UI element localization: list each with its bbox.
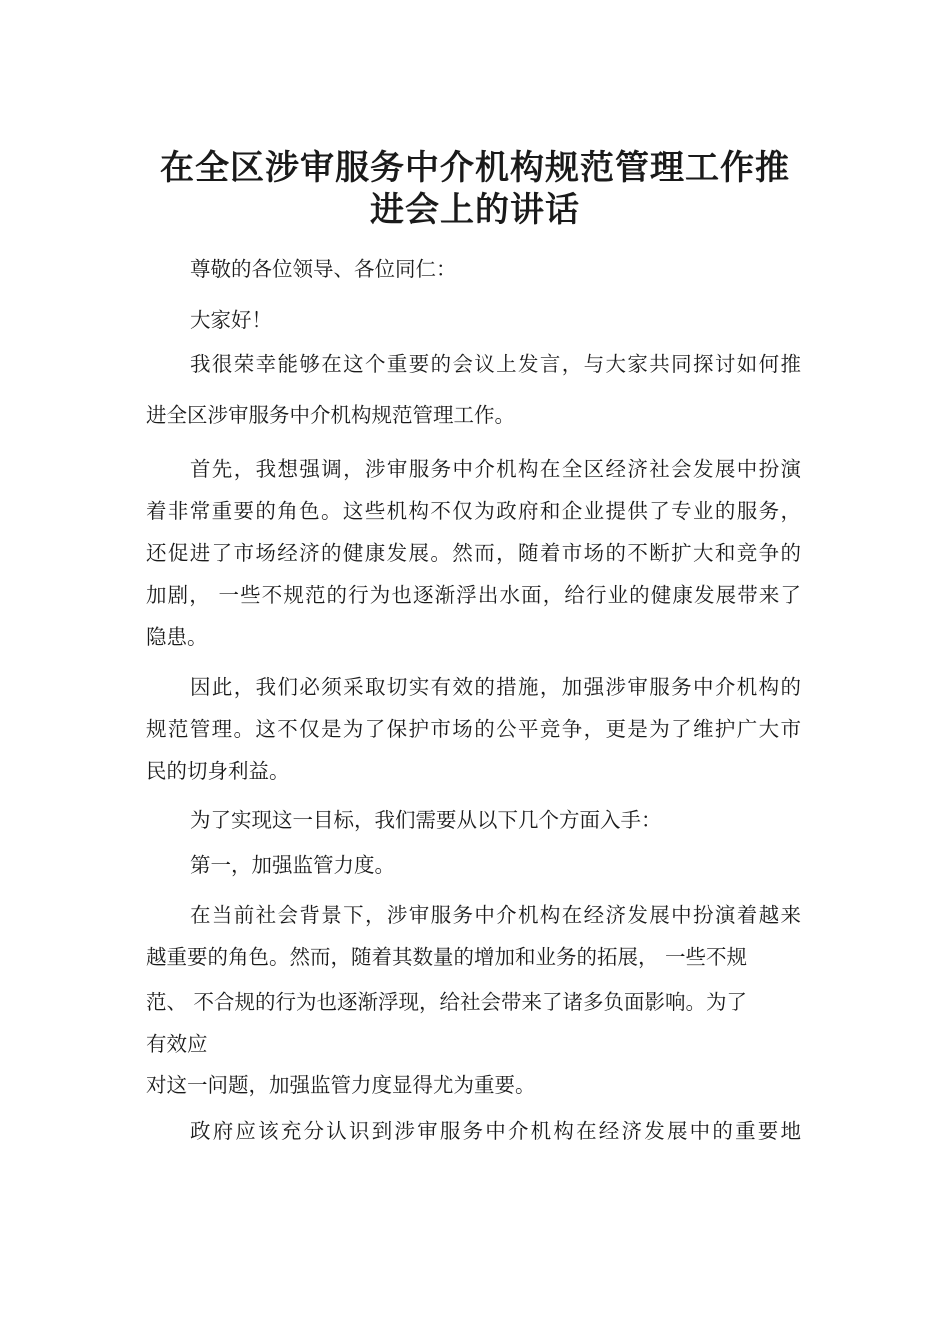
paragraph-line: 着非常重要的角色。这些机构不仅为政府和企业提供了专业的服务， bbox=[146, 499, 801, 523]
paragraph-line: 加剧， 一些不规范的行为也逐渐浮出水面，给行业的健康发展带来了 bbox=[146, 583, 801, 607]
greeting: 大家好！ bbox=[190, 308, 272, 332]
paragraph-line: 在当前社会背景下，涉审服务中介机构在经济发展中扮演着越来 bbox=[190, 903, 801, 927]
paragraph-line: 规范管理。这不仅是为了保护市场的公平竞争，更是为了维护广大市 bbox=[146, 717, 801, 741]
paragraph-line: 首先，我想强调，涉审服务中介机构在全区经济社会发展中扮演 bbox=[190, 457, 801, 481]
paragraph-line: 政府应该充分认识到涉审服务中介机构在经济发展中的重要地 bbox=[190, 1119, 801, 1143]
paragraph-line: 为了实现这一目标，我们需要从以下几个方面入手： bbox=[190, 808, 662, 832]
paragraph-line: 对这一问题，加强监管力度显得尤为重要。 bbox=[146, 1073, 536, 1097]
paragraph-line: 还促进了市场经济的健康发展。然而，随着市场的不断扩大和竞争的 bbox=[146, 541, 801, 565]
section-heading: 第一，加强监管力度。 bbox=[190, 853, 395, 877]
paragraph-line: 因此，我们必须采取切实有效的措施，加强涉审服务中介机构的 bbox=[190, 675, 801, 699]
paragraph-line: 范、 不合规的行为也逐渐浮现，给社会带来了诸多负面影响。为了 bbox=[146, 990, 748, 1014]
paragraph-line: 我很荣幸能够在这个重要的会议上发言，与大家共同探讨如何推 bbox=[190, 352, 801, 376]
paragraph-line: 进全区涉审服务中介机构规范管理工作。 bbox=[146, 403, 515, 427]
paragraph-line: 民的切身利益。 bbox=[146, 759, 290, 783]
salutation: 尊敬的各位领导、各位同仁： bbox=[190, 257, 457, 281]
document-title-line-1: 在全区涉审服务中介机构规范管理工作推 bbox=[160, 148, 790, 188]
paragraph-line: 隐患。 bbox=[146, 625, 208, 649]
paragraph-line: 越重要的角色。然而，随着其数量的增加和业务的拓展， 一些不规 bbox=[146, 945, 748, 969]
paragraph-line: 有效应 bbox=[146, 1032, 208, 1056]
document-title-line-2: 进会上的讲话 bbox=[370, 190, 580, 230]
